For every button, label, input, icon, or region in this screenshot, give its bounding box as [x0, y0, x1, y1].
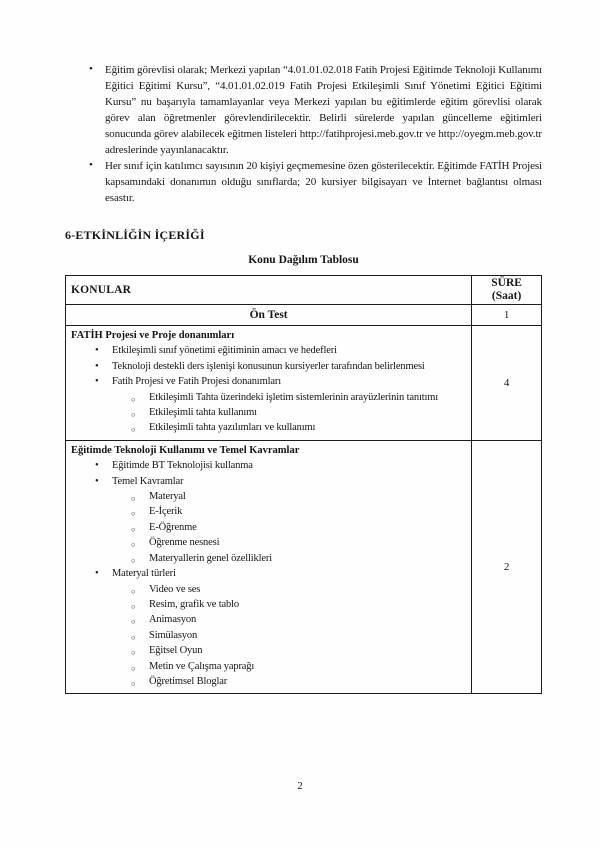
topic-list-item: [71, 535, 467, 550]
topic-list-item: [71, 659, 467, 674]
list-item-text: Simülasyon: [149, 629, 198, 641]
topic-list-item: [71, 597, 467, 612]
topic-distribution-table: [65, 275, 542, 694]
topic-list-item: [71, 489, 467, 504]
circle-bullet-icon: ○: [131, 617, 136, 627]
bullet-icon: •: [95, 568, 99, 580]
column-header-duration: [472, 276, 542, 305]
bullet-icon: •: [95, 475, 99, 487]
column-header-topics: KONULAR: [66, 276, 472, 305]
bullet-icon: •: [89, 63, 93, 75]
topics-cell: [66, 440, 472, 694]
circle-bullet-icon: ○: [131, 648, 136, 658]
duration-header-line1: SÜRE: [491, 277, 522, 289]
circle-bullet-icon: ○: [131, 632, 136, 642]
table-row-fatih-projesi: [66, 326, 542, 441]
list-item-text: Etkileşimli tahta kullanımı: [149, 407, 257, 419]
list-item: [65, 158, 542, 206]
hours-cell: 4: [472, 326, 542, 441]
topic-list-item: [71, 520, 467, 535]
list-item-text: Materyal: [149, 491, 186, 503]
list-item: [65, 62, 542, 158]
topic-list-item: [71, 359, 467, 374]
table-header-row: [66, 276, 542, 305]
circle-bullet-icon: ○: [131, 394, 136, 404]
circle-bullet-icon: ○: [131, 678, 136, 688]
topic-list-item: [71, 582, 467, 597]
list-item-text: Teknoloji destekli ders işlenişi konusunun kursiyerler tarafından belirlenmesi: [112, 360, 425, 372]
bullet-icon: •: [95, 360, 99, 372]
list-item-text: Temel Kavramlar: [112, 475, 184, 487]
topic-row-title: Eğitimde Teknoloji Kullanımı ve Temel Kavramlar: [71, 444, 300, 456]
page-content: [65, 62, 542, 694]
row-title-on-test: Ön Test: [66, 305, 472, 326]
list-item-text: Eğitimde BT Teknolojisi kullanma: [112, 460, 253, 472]
hours-cell: 2: [472, 440, 542, 694]
topic-list-item: [71, 674, 467, 689]
list-item-text: Etkileşimli Tahta üzerindeki işletim sistemlerinin arayüzlerinin tanıtımı: [149, 391, 439, 403]
topic-list-item: [71, 458, 467, 473]
topic-list-item: [71, 504, 467, 519]
list-item-text: Fatih Projesi ve Fatih Projesi donanımları: [112, 376, 281, 388]
topic-list-item: [71, 551, 467, 566]
circle-bullet-icon: ○: [131, 601, 136, 611]
topic-list-item: [71, 374, 467, 389]
list-item-text: Animasyon: [149, 614, 197, 626]
bullet-icon: •: [95, 460, 99, 472]
table-row-egitimde-teknoloji: [66, 440, 542, 694]
page-number: 2: [297, 780, 303, 792]
circle-bullet-icon: ○: [131, 524, 136, 534]
list-item-text: Öğrenme nesnesi: [149, 537, 220, 549]
topic-list-item: [71, 566, 467, 581]
topic-list-item: [71, 612, 467, 627]
list-item-text: Resim, grafik ve tablo: [149, 598, 240, 610]
list-item-text: Metin ve Çalışma yaprağı: [149, 660, 255, 672]
circle-bullet-icon: ○: [131, 555, 136, 565]
topic-list-item: [71, 405, 467, 420]
list-item-text: Öğretimsel Bloglar: [149, 675, 228, 687]
topic-list-item: [71, 643, 467, 658]
list-item-text: Etkileşimli tahta yazılımları ve kullanımı: [149, 422, 316, 434]
topic-list-item: [71, 420, 467, 435]
list-item-text: E-İçerik: [149, 506, 183, 518]
topic-row-title: FATİH Projesi ve Proje donanımları: [71, 330, 235, 341]
circle-bullet-icon: ○: [131, 494, 136, 504]
table-title: Konu Dağılım Tablosu: [248, 254, 359, 266]
topic-list-item: [71, 474, 467, 489]
intro-paragraph-text: Eğitim görevlisi olarak; Merkezi yapılan “4.01.01.02.018 Fatih Projesi Eğitimde Teknoloji Kullanımı Eğitici Eğitimi Kursu”, “4.01.01.02.019 Fatih Projesi Etkileşimli Sınıf Yönetimi Eğitici Eğitimi Kursu” nu başarıyla tamamlayanlar veya Merkezi yapılan bu eğitimlerde eğitim görevlisi olarak görev alan öğretmenler görevlendirilecektir. Belirli sürelerde yapılan güncelleme eğitimleri sonucunda görev alabilecek eğitmen listeleri http://fatihprojesi.meb.gov.tr ve http://oyegm.meb.gov.tr adreslerinde yayınlanacaktır.: [105, 64, 542, 156]
hours-cell: 1: [472, 305, 542, 326]
list-item-text: Etkileşimli sınıf yönetimi eğitiminin amacı ve hedefleri: [112, 345, 337, 357]
list-item-text: Eğitsel Oyun: [149, 645, 203, 657]
circle-bullet-icon: ○: [131, 425, 136, 435]
circle-bullet-icon: ○: [131, 540, 136, 550]
table-row-on-test: [66, 305, 542, 326]
list-item-text: Video ve ses: [149, 583, 201, 595]
topic-list-item: [71, 390, 467, 405]
intro-bullet-list: [65, 62, 542, 206]
duration-header-line2: (Saat): [491, 290, 522, 302]
topic-list-item: [71, 628, 467, 643]
bullet-icon: •: [95, 376, 99, 388]
circle-bullet-icon: ○: [131, 663, 136, 673]
list-item-text: Materyal türleri: [112, 568, 176, 580]
topic-list-item: [71, 343, 467, 358]
intro-paragraph-text: Her sınıf için katılımcı sayısının 20 kişiyi geçmemesine özen gösterilecektir. Eğitimde FATİH Projesi kapsamındaki donanımın olduğu sınıflarda; 20 kursiyer bilgisayarı ve İnternet bağlantısı olması esastır.: [105, 160, 542, 204]
circle-bullet-icon: ○: [131, 509, 136, 519]
bullet-icon: •: [89, 159, 93, 171]
list-item-text: E-Öğrenme: [149, 521, 197, 533]
bullet-icon: •: [95, 345, 99, 357]
topics-cell: [66, 326, 472, 441]
circle-bullet-icon: ○: [131, 586, 136, 596]
section-heading: 6-ETKİNLİĞİN İÇERİĞİ: [65, 228, 205, 242]
circle-bullet-icon: ○: [131, 410, 136, 420]
list-item-text: Materyallerin genel özellikleri: [149, 552, 273, 564]
